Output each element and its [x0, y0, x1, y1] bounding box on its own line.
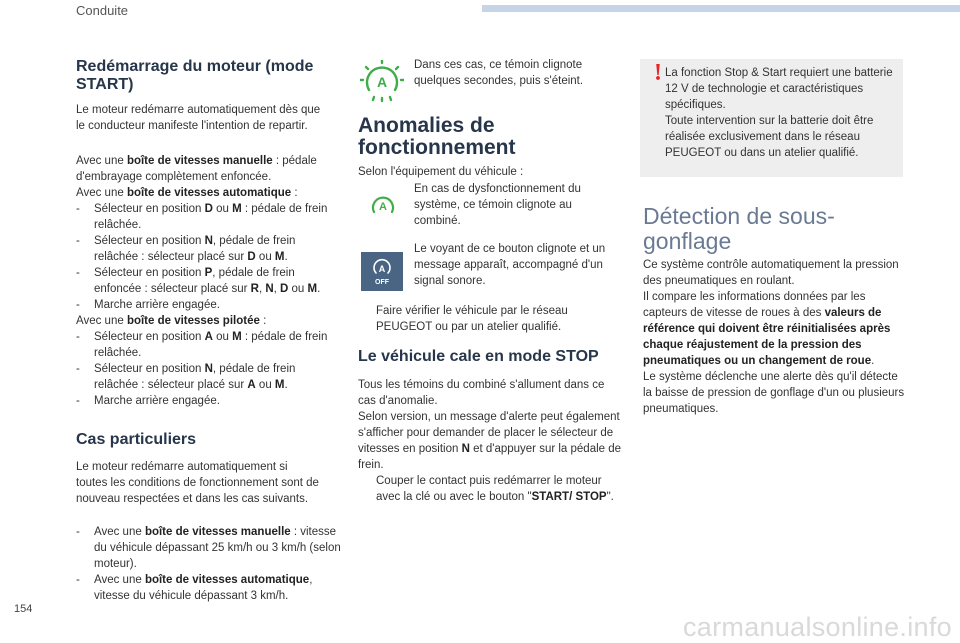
- piloted-gearbox-line: Avec une boîte de vitesses pilotée :: [76, 315, 267, 327]
- auto-gearbox-line: Avec une boîte de vitesses automatique :: [76, 187, 298, 199]
- page-section-title: Conduite: [76, 3, 129, 18]
- special-cases-intro: Le moteur redémarre automatiquement si toutes les conditions de fonctionnement sont de nouveau respectées et dans les cas suivants.: [76, 461, 319, 505]
- auto-item: - Marche arrière engagée.: [76, 299, 220, 311]
- svg-text:A: A: [376, 74, 388, 90]
- stall-heading: Le véhicule cale en mode STOP: [358, 348, 599, 365]
- blink-text: Dans ces cas, ce témoin clignote quelques secondes, puis s'éteint.: [414, 59, 584, 87]
- piloted-item: - Sélecteur en position N, pédale de frein relâchée : sélecteur placé sur A ou M.: [76, 363, 296, 391]
- auto-item: - Sélecteur en position N, pédale de frein relâchée : sélecteur placé sur D ou M.: [76, 235, 296, 263]
- special-cases-heading: Cas particuliers: [76, 431, 197, 448]
- malfunction-text: En cas de dysfonctionnement du système, ce témoin clignote au combiné.: [414, 183, 581, 227]
- tpms-text: Ce système contrôle automatiquement la pression des pneumatiques en roulant. Il compare les informations données par les capteurs de vitesse de roues à des valeurs de référence qui doivent être réinitialisées après chaque réajustement de la pression des pneumatiques ou un changement de roue. Le système déclenche une alerte dès qu'il détecte la baisse de pression de gonflage d'un ou plusieurs pneumatiques.: [643, 259, 905, 415]
- header-bar: [482, 5, 960, 12]
- piloted-item: - Sélecteur en position A ou M : pédale de frein relâchée.: [76, 331, 328, 359]
- svg-text:A: A: [379, 201, 387, 213]
- equipment-text: Selon l'équipement du véhicule :: [358, 166, 524, 178]
- battery-warning-text: La fonction Stop & Start requiert une batterie 12 V de technologie et caractéristiques spécifiques. Toute intervention sur la batterie doit être réalisée exclusivement dans le réseau PEUGEOT ou dans un atelier qualifié.: [665, 67, 893, 159]
- button-text: Le voyant de ce bouton clignote et un message apparaît, accompagné d'un signal sonore.: [414, 243, 606, 287]
- auto-item: - Sélecteur en position D ou M : pédale de frein relâchée.: [76, 203, 328, 231]
- piloted-item: - Marche arrière engagée.: [76, 395, 220, 407]
- auto-item: - Sélecteur en position P, pédale de frein enfoncée : sélecteur placé sur R, N, D ou M.: [76, 267, 321, 295]
- anomalies-heading: Anomalies de fonctionnement: [358, 114, 516, 159]
- stop-start-off-button-icon: [361, 252, 403, 291]
- special-item: - Avec une boîte de vitesses automatique, vitesse du véhicule dépassant 3 km/h.: [76, 574, 313, 602]
- stall-text: Tous les témoins du combiné s'allument dans ce cas d'anomalie. Selon version, un message d'alerte peut également s'afficher pour demander de placer le sélecteur de vitesses en position N et d'appuyer sur la pédale de frein. Couper le contact puis redémarrer le moteur avec la clé ou avec le bouton "START/ STOP".: [358, 379, 622, 503]
- special-cases-list: [76, 524, 341, 604]
- svg-text:A: A: [378, 264, 386, 274]
- stop-start-indicator-icon: [360, 60, 404, 104]
- tpms-heading: Détection de sous-gonflage: [643, 203, 835, 254]
- warning-exclamation-icon: !: [654, 60, 662, 86]
- check-step: Faire vérifier le véhicule par le réseau PEUGEOT ou par un atelier qualifié.: [358, 303, 608, 335]
- restart-conditions: [76, 153, 341, 409]
- stop-start-warning-icon: [370, 193, 396, 219]
- special-item: - Avec une boîte de vitesses manuelle : vitesse du véhicule dépassant 25 km/h ou 3 km/h (selon moteur).: [76, 526, 341, 570]
- restart-heading: Redémarrage du moteur (mode START): [76, 58, 314, 93]
- step-marker: [358, 473, 376, 505]
- watermark: carmanualsonline.info: [683, 612, 952, 642]
- off-label: OFF: [375, 279, 389, 286]
- step-marker: [358, 303, 376, 335]
- page-number: 154: [14, 603, 33, 615]
- manual-gearbox-line: Avec une boîte de vitesses manuelle : pédale d'embrayage complètement enfoncée.: [76, 155, 317, 183]
- restart-intro: Le moteur redémarre automatiquement dès que le conducteur manifeste l'intention de repartir.: [76, 104, 321, 132]
